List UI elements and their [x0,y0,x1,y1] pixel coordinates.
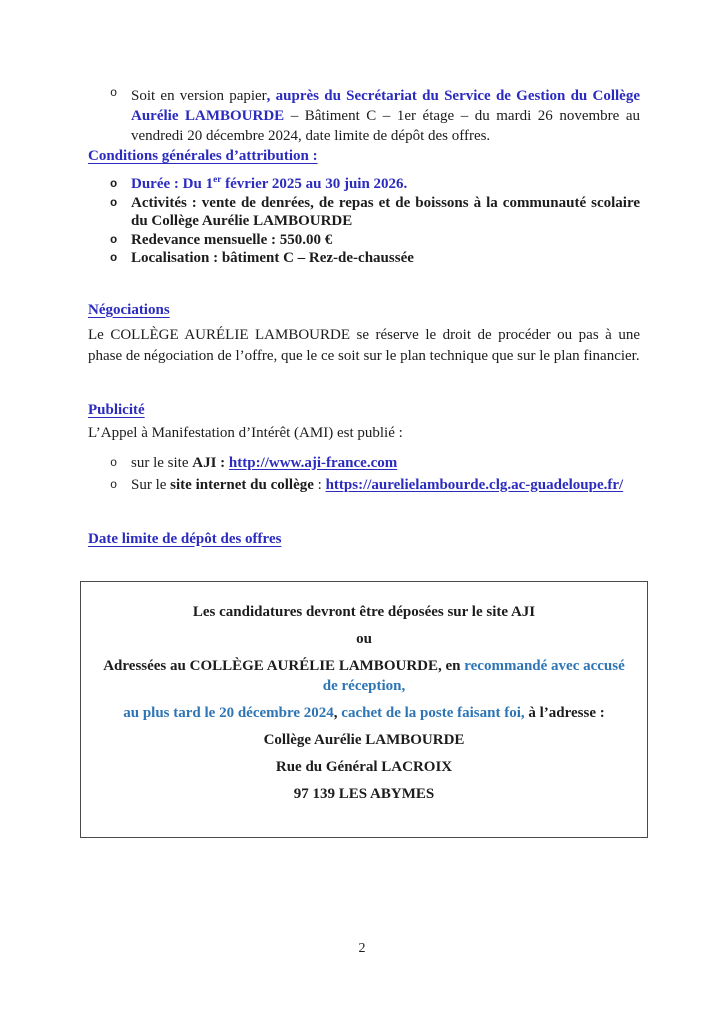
intro-text-rest: – Bâtiment C – 1er étage – du mardi 26 novembre au vendredi 20 décembre 2024, date limite de dépôt des offres. [131,108,640,144]
deadline-cachet: cachet de la poste faisant foi, [341,704,525,721]
college-site-link[interactable]: https://aurelielambourde.clg.ac-guadeloupe.fr/ [325,476,624,493]
list-item-redevance [88,231,640,250]
aji-plain: sur le site [131,454,193,471]
deadline-date: au plus tard le 20 décembre 2024 [123,704,334,721]
localisation-text: Localisation : bâtiment C – Rez-de-chaussée [131,250,414,266]
bullet-marker: o [110,477,118,492]
date-limite-heading: Date limite de dépôt des offres [88,530,282,547]
bullet-marker: o [110,455,118,470]
notice-line-aji: Les candidatures devront être déposées sur le site AJI [192,603,536,620]
page-number: 2 [358,941,366,956]
notice-line-ou: ou [356,630,372,647]
college-site-plain: Sur le [131,476,171,493]
publicite-intro: L’Appel à Manifestation d’Intérêt (AMI) est publié : [88,424,403,441]
activites-text: Activités : vente de denrées, de repas et de boissons à la communauté scolaire du Collège Aurélie LAMBOURDE [131,194,640,229]
list-item-localisation [88,249,640,268]
duree-text [131,175,640,194]
bullet-marker: o [110,195,118,210]
list-item-aji [88,452,640,474]
duree-prefix: Durée : Du 1 [131,176,214,192]
intro-text-plain: Soit en version papier [131,88,267,104]
conditions-list [88,175,640,268]
college-site-label: site internet du collège [170,476,314,493]
redevance-text: Redevance mensuelle : 550.00 € [131,231,333,248]
notice-adresse-blue: recommandé avec accusé de réception, [322,657,625,694]
intro-paragraph [131,86,640,146]
aji-label: AJI : [192,454,229,471]
negociations-heading: Négociations [88,301,170,318]
notice-line-adresse [99,656,629,696]
duree-suffix: février 2025 au 30 juin 2026. [221,176,408,192]
notice-adresse-black: Adressées au COLLÈGE AURÉLIE LAMBOURDE, en [103,657,465,674]
bullet-marker: o [110,232,118,247]
deadline-comma: , [333,704,342,721]
deadline-adresse-label: à l’adresse : [524,704,605,721]
conditions-heading: Conditions générales d’attribution : [88,148,318,164]
publicite-list [88,452,640,496]
list-item-duree [88,175,640,194]
aji-line [131,452,640,474]
bullet-marker: o [110,177,118,191]
publicite-heading: Publicité [88,401,145,418]
college-site-sep: : [313,476,326,493]
address-street: Rue du Général LACROIX [275,758,453,775]
bullet-marker: o [110,86,118,100]
aji-link[interactable]: http://www.aji-france.com [228,454,398,471]
list-item-activites [88,194,640,231]
intro-text-bold-blue: , auprès du Secrétariat du Service de Gestion du Collège Aurélie LAMBOURDE [131,88,640,124]
bullet-marker: o [110,251,118,265]
duree-superscript: er [213,175,222,185]
list-item-college-site [88,474,640,496]
address-college: Collège Aurélie LAMBOURDE [263,731,465,748]
submission-notice-box [80,581,648,838]
college-site-line [131,474,640,496]
negociations-paragraph: Le COLLÈGE AURÉLIE LAMBOURDE se réserve le droit de procéder ou pas à une phase de négociation de l’offre, que le ce soit sur le plan technique que sur le plan financier. [88,326,640,364]
list-item [88,86,640,146]
notice-line-deadline [99,703,629,723]
address-city: 97 139 LES ABYMES [293,785,435,802]
